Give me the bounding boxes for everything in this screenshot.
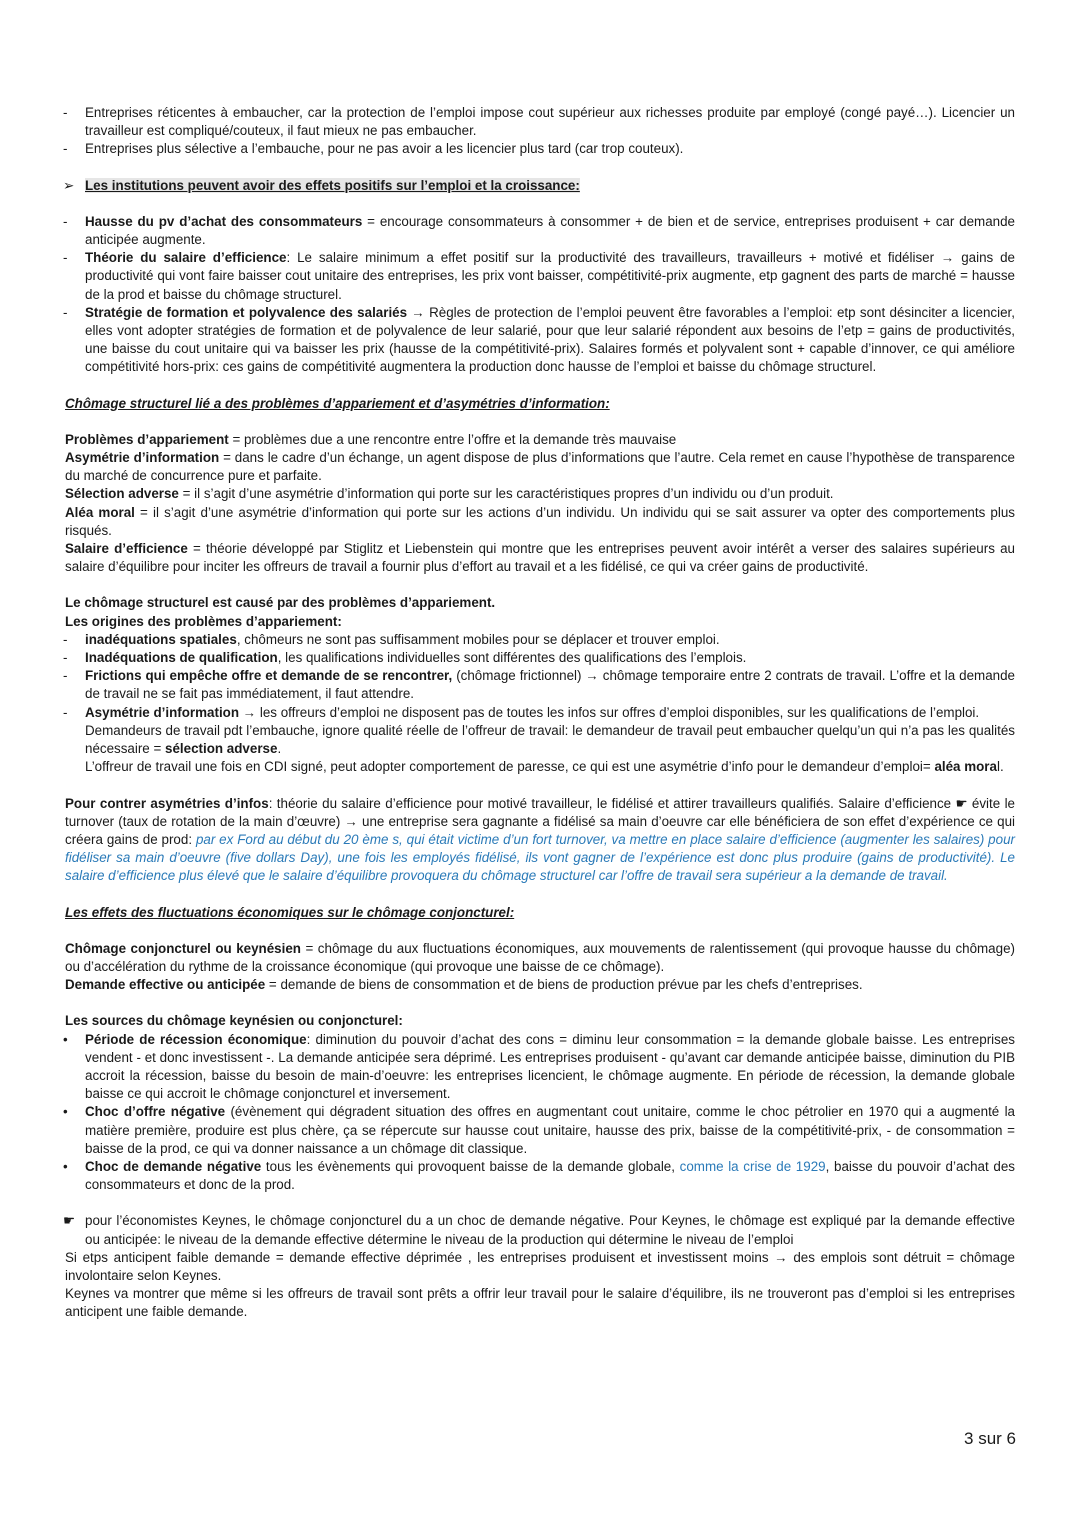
sub-text: Demandeurs de travail pdt l’embauche, ignore qualité réelle de l’offreur de travail: le demandeur de travail peut embaucher quelqu’un qui n’a pas les qualités nécessaire =	[85, 722, 1015, 757]
definition: , chômeurs ne sont pas suffisamment mobiles pour se déplacer et trouver emploi.	[236, 631, 720, 647]
definition: tous les évènements qui provoquent baisse de la demande globale,	[261, 1158, 680, 1174]
term: Aléa moral	[65, 504, 135, 520]
dash-marker: -	[63, 105, 68, 120]
term: Salaire d’efficience	[65, 541, 188, 557]
dash-marker: -	[63, 250, 68, 266]
term: Problèmes d’appariement	[65, 431, 229, 447]
list-item	[65, 304, 1015, 377]
list-item	[65, 249, 1015, 304]
definition: → Règles de protection de l’emploi peuvent être favorables a l’emploi: etp sont désinciter a licencier, elles vont adopter stratégies de formation et de polyvalence de leur salarié, pour que leur salarié répondent aux besoins de l’etp = gains de productivités, une baisse du cout unitaire qui va baisser les prix (hausse de la compétitivité-prix). Salaires formés et polyvalent sont + capable d’innover, ce qui améliore compétitivité hors-prix: ces gains de compétitivité augmentera la production donc hausse de l’emploi et baisse du chômage structurel.	[85, 304, 1015, 375]
definition: = il s’agit d’une asymétrie d’information qui porte sur les actions d’un individu. Un individu qui se sait assurer va opter des comportements plus risqués.	[65, 504, 1015, 538]
definition: = il s’agit d’une asymétrie d’information qui porte sur les caractéristiques propres d’un individu ou d’un produit.	[178, 486, 834, 502]
dash-marker: -	[63, 650, 68, 666]
section-heading-institutions	[65, 177, 1015, 195]
sub-text: L’offreur de travail une fois en CDI signé, peut adopter comportement de paresse, ce qui est une asymétrie d’info pour le demandeur d’emploi=	[85, 759, 935, 775]
term: Frictions qui empêche offre et demande de se rencontrer,	[85, 668, 453, 684]
dash-marker: -	[63, 141, 68, 157]
sub-end: l.	[996, 759, 1004, 775]
sub-end: .	[277, 741, 282, 757]
heading-text: Les institutions peuvent avoir des effets positifs sur l’emploi et la croissance:	[85, 177, 580, 193]
term: Pour contrer asymétries d’infos	[65, 795, 269, 811]
definition: = encourage consommateurs à consommer + de bien et de service, entreprises produisent + car demande anticipée augmente.	[85, 213, 1015, 248]
definition-paragraph	[65, 431, 1015, 449]
list-item	[65, 1103, 1015, 1158]
term: Inadéquations de qualification	[85, 650, 278, 666]
arrowhead-icon: ➢	[63, 177, 75, 193]
document-page	[65, 104, 1015, 1322]
list-item	[65, 649, 1015, 667]
bullet-marker: •	[63, 1104, 68, 1120]
definition: : Le salaire minimum a effet positif sur la productivité des travailleurs, travailleurs + motivé et fidéliser → gains de productivité qui vont faire baisser cout unitaire des entreprises, les prix vont baisser, compétitivité-prix augmente, etp gagnent des parts de marché = hausse de la prod et baisse du chômage structurel.	[85, 250, 1015, 302]
definition: : diminution du pouvoir d’achat des cons = diminu leur consommation = la demande globale baisse. Les entreprises vendent - et donc investissent -. La demande anticipée sera déprimé. Les entreprises produisent - qu’avant car demande anticipée baisse, diminution du PIB accroit la récession, baisse du besoin de main-d’oeuvre: les entreprises licencient, le chômage augmente. En période de récession, la demande globale baisse ce qui accroit le chômage conjoncturel et inversement.	[85, 1031, 1015, 1102]
term: sélection adverse	[165, 741, 278, 757]
term: Choc d’offre négative	[85, 1104, 226, 1120]
term: aléa mora	[934, 759, 997, 775]
sub-paragraph	[65, 758, 1015, 776]
term: inadéquations spatiales	[85, 631, 237, 647]
list-item-text: Entreprises plus sélective a l’embauche, pour ne pas avoir a les licencier plus tard (car trop couteux).	[85, 141, 684, 157]
definition: (chômage frictionnel) → chômage temporaire entre 2 contrats de travail. L’offre et la demande de travail ne se fait pas immédiatement, il faut attendre.	[85, 668, 1015, 702]
list-item	[65, 1031, 1015, 1104]
keynes-line: Keynes va montrer que même si les offreurs de travail sont prêts a offrir leur travail pour le salaire d’équilibre, ils ne trouveront pas d’emploi si les entreprises anticipent une faible demande.	[65, 1286, 1015, 1320]
definition: → les offreurs d’emploi ne disposent pas de toutes les infos sur offres d’emploi disponibles, sur les qualifications de l’emploi.	[239, 704, 980, 720]
list-item	[65, 213, 1015, 249]
structural-subtitle: Les origines des problèmes d’appariement:	[65, 613, 342, 629]
term: Hausse du pv d’achat des consommateurs	[85, 213, 363, 229]
definition-paragraph	[65, 940, 1015, 976]
definition-paragraph	[65, 485, 1015, 503]
dash-marker: -	[63, 668, 68, 684]
dash-marker: -	[63, 631, 68, 647]
bullet-marker: •	[63, 1158, 68, 1174]
term: Sélection adverse	[65, 486, 179, 502]
counter-text: : théorie du salaire d’efficience pour motivé travailleur, le fidélisé et attirer travailleurs qualifiés. Salaire d’efficience ☛ évite le turnover (taux de rotation de la main d’œuvre) → une entreprise sera gagnante a fidélisé sa main d’oeuvre car elle bénéficiera de son effet d’expérience ce qui créera gains de prod:	[65, 795, 1015, 847]
definition: = chômage du aux fluctuations économiques, aux mouvements de ralentissement (qui provoque hausse du chômage) ou d’accélération du rythme de la croissance économique (qui provoque une baisse de ce chômage).	[65, 940, 1015, 974]
term: Demande effective ou anticipée	[65, 977, 266, 993]
list-item	[65, 104, 1015, 140]
term: Théorie du salaire d’efficience	[85, 250, 287, 266]
bullet-marker: •	[63, 1031, 68, 1047]
definition: , les qualifications individuelles sont différentes des qualifications des l’emplois.	[277, 650, 747, 666]
sub-paragraph	[65, 722, 1015, 758]
definition: = dans le cadre d’un échange, un agent dispose de plus d’informations que l’autre. Cela remet en cause l’hypothèse de transparence du marché de concurrence pure et parfaite.	[65, 450, 1015, 484]
ford-example: par ex Ford au début du 20 ème s, qui était victime d’un fort turnover, va mettre en place salaire d’efficience (augmenter les salaires) pour fidéliser sa main d’oeuvre (five dollars Day), une fois les employés fidélisé, ils vont gagner de l’expérience est donc plus produire (gains de productivité). Le salaire d’efficience plus élevé que le salaire d’équilibre provoquera du chômage structurel car l’offre de travail sera supérieur a la demande de travail.	[65, 831, 1015, 884]
crisis-example: comme la crise de 1929	[679, 1158, 826, 1174]
section-heading-asymmetries: Chômage structurel lié a des problèmes d’appariement et d’asymétries d’information:	[65, 395, 610, 411]
sources-title-line	[65, 1012, 1015, 1030]
list-item	[65, 704, 1015, 722]
definition: = problèmes due a une rencontre entre l’offre et la demande très mauvaise	[228, 431, 677, 447]
structural-title: Le chômage structurel est causé par des problèmes d’appariement.	[65, 595, 496, 611]
structural-line	[65, 594, 1015, 612]
term: Asymétrie d’information	[85, 704, 240, 720]
term: Chômage conjoncturel ou keynésien	[65, 940, 301, 956]
term: Période de récession économique	[85, 1031, 307, 1047]
keynes-text: pour l’économistes Keynes, le chômage conjoncturel du a un choc de demande négative. Pour Keynes, le chômage est expliqué par la demande effective ou anticipée: le niveau de la demande effective détermine le niveau de la production qui détermine le niveau de l’emploi	[85, 1213, 1015, 1247]
section-heading-fluctuations: Les effets des fluctuations économiques sur le chômage conjoncturel:	[65, 904, 515, 920]
keynes-line: Si etps anticipent faible demande = demande effective déprimée , les entreprises produisent et investissent moins → des emplois sont détruit = chômage involontaire selon Keynes.	[65, 1249, 1015, 1283]
list-item	[65, 140, 1015, 158]
list-item	[65, 631, 1015, 649]
list-item	[65, 667, 1015, 703]
definition-paragraph	[65, 540, 1015, 576]
definition-paragraph	[65, 504, 1015, 540]
term: Stratégie de formation et polyvalence des salariés	[85, 304, 408, 320]
definition-paragraph	[65, 976, 1015, 994]
dash-marker: -	[63, 304, 68, 320]
definition: = théorie développé par Stiglitz et Liebenstein qui montre que les entreprises peuvent avoir intérêt a verser des salaires supérieurs au salaire d’équilibre pour inciter les offreurs de travail a fournir plus d’effort au travail et a les fidélisé, ce qui va créer gains de productivité.	[65, 541, 1015, 575]
definition: (évènement qui dégradent situation des offres en augmentant cout unitaire, comme le choc pétrolier en 1970 qui a augmenté la matière première, produire est plus chère, ça se répercute sur hausse cout unitaire, hausse des prix, baisse de la compétitivité-prix, - de consommation = baisse de la prod, ce qui va donner naissance a un chômage dit classique.	[85, 1104, 1016, 1156]
pointing-hand-icon: ☛	[63, 1213, 76, 1229]
definition-end: , baisse du pouvoir d’achat des consommateurs et donc de la prod.	[85, 1158, 1015, 1193]
list-item	[65, 1158, 1015, 1194]
dash-marker: -	[63, 704, 68, 720]
structural-line	[65, 613, 1015, 631]
page-number: 3 sur 6	[964, 1429, 1016, 1448]
sources-title: Les sources du chômage keynésien ou conjoncturel:	[65, 1013, 403, 1029]
definition: = demande de biens de consommation et de biens de production prévue par les chefs d’entreprises.	[265, 977, 863, 993]
counter-paragraph	[65, 795, 1015, 886]
keynes-paragraph	[65, 1212, 1015, 1248]
dash-marker: -	[63, 213, 68, 229]
term: Asymétrie d’information	[65, 450, 220, 466]
term: Choc de demande négative	[85, 1158, 262, 1174]
definition-paragraph	[65, 449, 1015, 485]
list-item-text: Entreprises réticentes à embaucher, car la protection de l’emploi impose cout supérieur aux richesses produite par employé (congé payé…). Licencier un travailleur est compliqué/couteux, il faut mieux ne pas embaucher.	[85, 105, 1015, 139]
